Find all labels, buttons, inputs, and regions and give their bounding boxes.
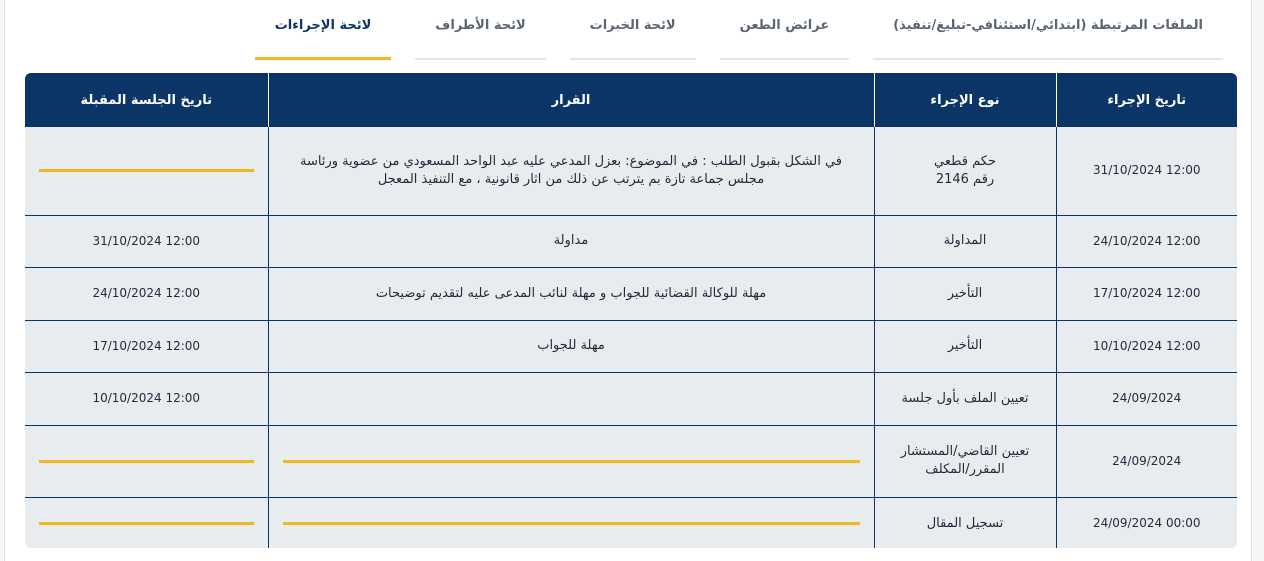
cell-next-session-date: 10/10/2024 12:00 [25,372,268,425]
header-procedure-type: نوع الإجراء [874,73,1056,127]
cell-next-session-date: 31/10/2024 12:00 [25,215,268,267]
tab-bar [231,0,1223,62]
procedure-type-line: حكم قطعي [934,153,996,169]
tab-procedures[interactable]: لائحة الإجراءات [255,0,392,60]
table-header-row [25,73,1237,127]
tab-appeals[interactable]: عرائض الطعن [720,0,850,60]
cell-procedure-date: 31/10/2024 12:00 [1056,127,1237,215]
cell-decision [268,497,874,548]
cell-next-session-date [25,127,268,215]
header-next-session-date: تاريخ الجلسة المقبلة [25,73,268,127]
cell-procedure-date: 24/09/2024 [1056,425,1237,497]
cell-decision [268,425,874,497]
cell-decision: مهلة للوكالة القضائية للجواب و مهلة لنائب المدعى عليه لتقديم توضيحات [268,267,874,320]
cell-decision [268,372,874,425]
cell-procedure-type: تعيين الملف بأول جلسة [874,372,1056,425]
procedures-table [25,73,1237,548]
empty-value-line [283,460,860,463]
cell-next-session-date [25,425,268,497]
procedure-type-line: المقرر/المكلف [925,462,1005,477]
table-row [25,127,1237,215]
cell-procedure-date: 17/10/2024 12:00 [1056,267,1237,320]
cell-procedure-type [874,127,1056,215]
table-row [25,372,1237,425]
cell-procedure-date: 24/09/2024 00:00 [1056,497,1237,548]
table-row [25,497,1237,548]
table-row [25,320,1237,372]
procedure-type-line: رقم 2146 [935,171,995,187]
empty-value-line [39,460,254,463]
cell-procedure-type: التأخير [874,267,1056,320]
tab-related-files[interactable]: الملفات المرتبطة (ابتدائي/استئنافي-تبليغ/تنفيذ) [873,0,1223,60]
cell-procedure-type: المداولة [874,215,1056,267]
table-row [25,425,1237,497]
procedure-type-line: تعيين القاضي/المستشار [900,444,1030,459]
cell-decision: في الشكل بقبول الطلب : في الموضوع: بعزل المدعي عليه عبد الواحد المسعودي من عضوية ورئاسة مجلس جماعة تازة بم يترتب عن ذلك من اثار قانونية ، مع التنفيذ المعجل [268,127,874,215]
tab-parties[interactable]: لائحة الأطراف [415,0,545,60]
cell-procedure-type: تسجيل المقال [874,497,1056,548]
tab-expertises[interactable]: لائحة الخبرات [570,0,696,60]
header-decision: القرار [268,73,874,127]
header-procedure-date: تاريخ الإجراء [1056,73,1237,127]
cell-procedure-date: 10/10/2024 12:00 [1056,320,1237,372]
table-row [25,267,1237,320]
empty-value-line [39,169,254,172]
cell-next-session-date: 24/10/2024 12:00 [25,267,268,320]
cell-next-session-date: 17/10/2024 12:00 [25,320,268,372]
cell-decision: مهلة للجواب [268,320,874,372]
cell-next-session-date [25,497,268,548]
cell-procedure-type [874,425,1056,497]
cell-procedure-date: 24/09/2024 [1056,372,1237,425]
empty-value-line [39,522,254,525]
cell-procedure-date: 24/10/2024 12:00 [1056,215,1237,267]
table-row [25,215,1237,267]
empty-value-line [283,522,860,525]
cell-procedure-type: التأخير [874,320,1056,372]
procedures-panel [4,0,1252,561]
procedures-table-wrapper [25,73,1237,548]
cell-decision: مداولة [268,215,874,267]
